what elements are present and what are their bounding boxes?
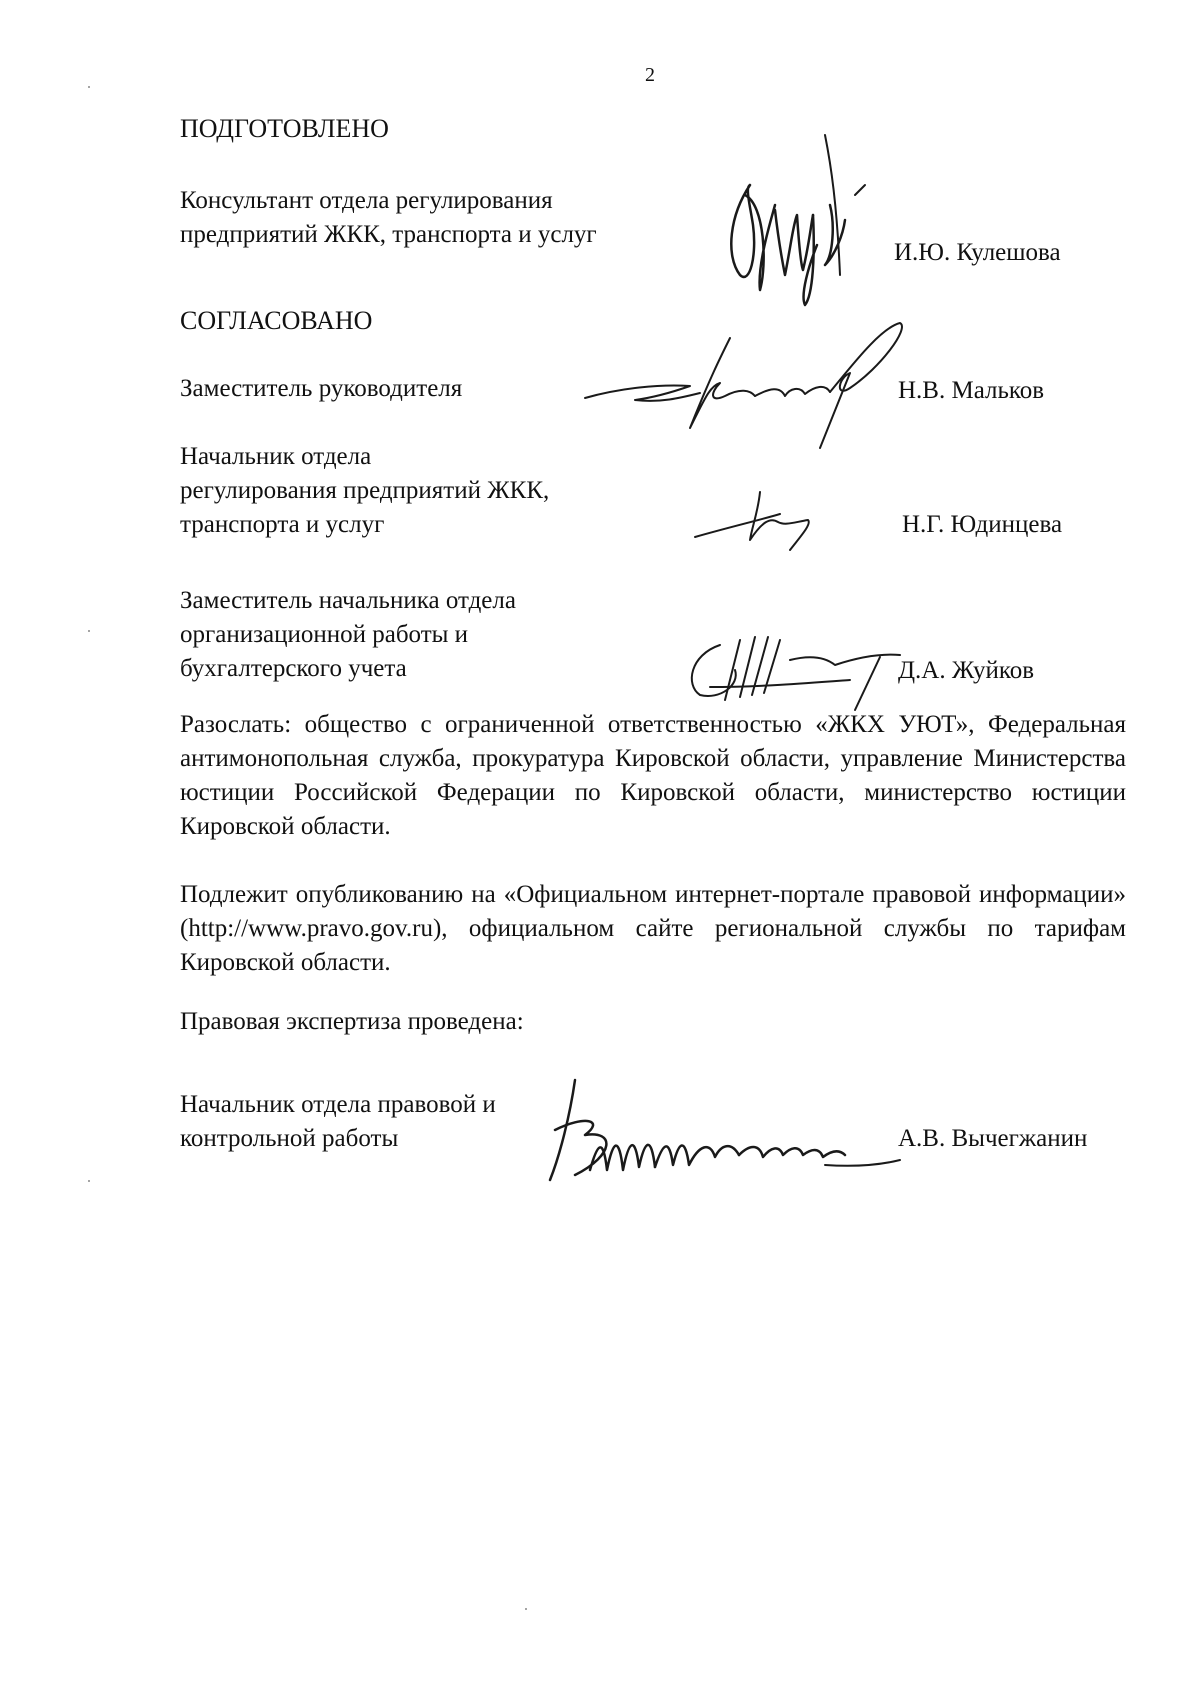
publication-note: Подлежит опубликованию на «Официальном интернет-портале правовой информации» (http://www.pravo.gov.ru), официальном сайте региональной службы по тарифам Кировской области. [180,881,1126,976]
page-number: 2 [645,64,655,86]
legal-review-position-line: контрольной работы [180,1125,399,1152]
prepared-name: И.Ю. Кулешова [894,239,1061,266]
signatory-name: Н.В. Мальков [898,377,1045,404]
scan-mark [525,1608,527,1610]
scan-mark [88,1180,90,1182]
signatory-position-line: Начальник отдела [180,443,372,470]
signatory-position-line: организационной работы и [180,621,469,648]
signatory-name: Д.А. Жуйков [898,657,1035,684]
signatory-position-line: бухгалтерского учета [180,655,407,682]
distribution-list: Разослать: общество с ограниченной ответственностью «ЖКХ УЮТ», Федеральная антимонопольная служба, прокуратура Кировской области, управление Министерства юстиции Российской Федерации по Кировской области, министерство юстиции Кировской области. [180,711,1126,840]
signature-zhuikov [680,625,905,715]
legal-review-position-line: Начальник отдела правовой и [180,1091,496,1118]
signature-vychegzhanin [535,1075,905,1185]
signatory-position-line: транспорта и услуг [180,511,385,538]
legal-review-heading: Правовая экспертиза проведена: [180,1008,524,1035]
signature-kuleshova [705,125,885,310]
signatory-position-line: Заместитель начальника отдела [180,587,516,614]
scan-mark [88,86,90,88]
prepared-position-line: предприятий ЖКК, транспорта и услуг [180,221,597,248]
signature-malkov [580,318,910,453]
signatory-name: Н.Г. Юдинцева [902,511,1063,538]
signatory-position-line: регулирования предприятий ЖКК, [180,477,550,504]
scan-mark [88,630,90,632]
prepared-heading: ПОДГОТОВЛЕНО [180,114,389,143]
agreed-heading: СОГЛАСОВАНО [180,306,373,335]
signature-yudintseva [690,482,830,557]
signatory-position-line: Заместитель руководителя [180,375,463,402]
legal-review-name: А.В. Вычегжанин [898,1125,1088,1152]
prepared-position-line: Консультант отдела регулирования [180,187,553,214]
